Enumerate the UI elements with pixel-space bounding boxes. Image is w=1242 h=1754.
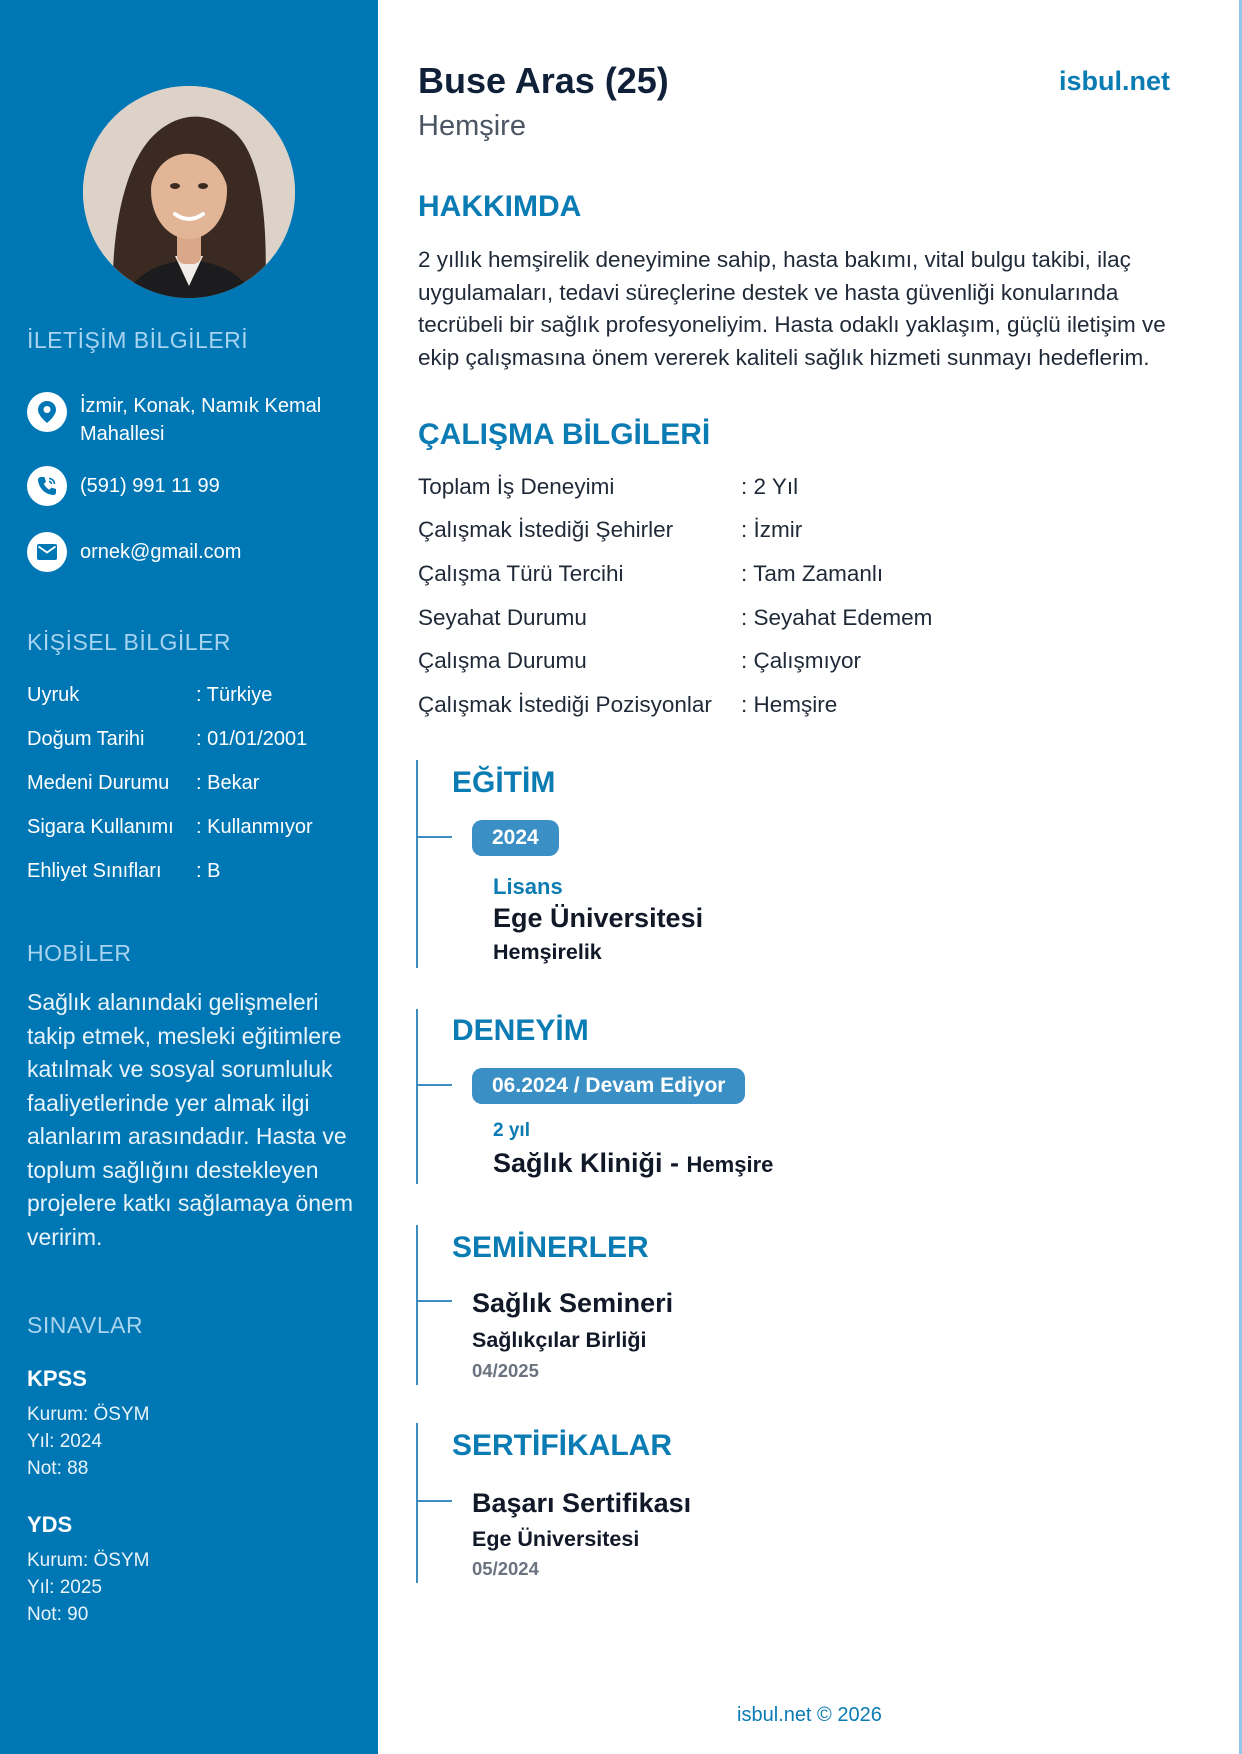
timeline-tick <box>416 1500 452 1502</box>
hobbies-text: Sağlık alanındaki gelişmeleri takip etmek, mesleki eğitimlere katılmak ve sosyal sorumluluk faaliyetlerinde yer almak ilgi alanlarım arasındadır. Hasta ve toplum sağlığını destekleyen projelere katkı sağlamaya önem veririm. <box>27 989 353 1250</box>
work-row <box>418 517 802 543</box>
timeline-tick <box>416 1300 452 1302</box>
contact-phone <box>27 466 357 506</box>
personal-row <box>27 816 313 839</box>
certificates-timeline <box>416 1423 418 1583</box>
timeline-tick <box>416 1084 452 1086</box>
certificate-org: Ege Üniversitesi <box>472 1527 640 1551</box>
seminars-heading: SEMİNERLER <box>452 1231 649 1264</box>
personal-row <box>27 772 259 795</box>
personal-value: : Bekar <box>196 772 260 794</box>
experience-period-badge: 06.2024 / Devam Ediyor <box>472 1068 745 1104</box>
work-row <box>418 561 883 587</box>
personal-value: : Türkiye <box>196 684 273 706</box>
exams-heading: SINAVLAR <box>27 1312 144 1338</box>
location-pin-icon <box>27 392 67 432</box>
profile-photo <box>83 86 295 298</box>
exam-year: Yıl: 2024 <box>27 1431 102 1452</box>
contact-email <box>27 532 357 572</box>
personal-heading: KİŞİSEL BİLGİLER <box>27 629 232 655</box>
work-row <box>418 605 932 631</box>
personal-value: : B <box>196 860 221 882</box>
seminar-title: Sağlık Semineri <box>472 1288 674 1318</box>
site-link[interactable]: isbul.net <box>1059 66 1171 96</box>
phone-icon <box>27 466 67 506</box>
work-label: Çalışma Durumu <box>418 648 587 673</box>
seminar-date: 04/2025 <box>472 1360 539 1381</box>
work-value: : Çalışmıyor <box>741 648 862 673</box>
exam-year: Yıl: 2025 <box>27 1577 102 1598</box>
personal-label: Doğum Tarihi <box>27 728 145 750</box>
education-heading: EĞİTİM <box>452 766 556 799</box>
education-year-badge: 2024 <box>472 820 559 856</box>
personal-label: Sigara Kullanımı <box>27 816 174 838</box>
personal-label: Uyruk <box>27 684 80 706</box>
about-heading: HAKKIMDA <box>418 190 582 223</box>
personal-value: : Kullanmıyor <box>196 816 313 838</box>
work-row <box>418 692 837 718</box>
experience-timeline <box>416 1009 418 1184</box>
exam-title: YDS <box>27 1512 73 1537</box>
work-heading: ÇALIŞMA BİLGİLERİ <box>418 418 711 451</box>
work-value: : 2 Yıl <box>741 474 799 499</box>
work-label: Toplam İş Deneyimi <box>418 474 615 499</box>
exam-kurum: Kurum: ÖSYM <box>27 1550 150 1571</box>
work-value: : Seyahat Edemem <box>741 605 933 630</box>
education-school: Ege Üniversitesi <box>493 903 704 933</box>
personal-label: Ehliyet Sınıfları <box>27 860 162 882</box>
certificate-date: 05/2024 <box>472 1558 539 1579</box>
certificate-title: Başarı Sertifikası <box>472 1488 692 1518</box>
about-text: 2 yıllık hemşirelik deneyimine sahip, hasta bakımı, vital bulgu takibi, ilaç uygulamaları, tedavi süreçlerine destek ve hasta güvenliği konularında tecrübeli bir sağlık profesyoneliyim. Hasta odaklı yaklaşım, güçlü iletişim ve ekip çalışmasına önem vererek kaliteli sağlık hizmeti sunmayı hedeflerim. <box>418 247 1166 370</box>
work-row <box>418 474 798 500</box>
exam-title: KPSS <box>27 1366 87 1391</box>
experience-company: Sağlık Kliniği <box>493 1148 663 1178</box>
contact-phone-text[interactable]: (591) 991 11 99 <box>80 475 220 497</box>
work-label: Çalışma Türü Tercihi <box>418 561 624 586</box>
exam-score: Not: 88 <box>27 1458 89 1479</box>
candidate-name: Buse Aras (25) <box>418 60 669 101</box>
education-department: Hemşirelik <box>493 940 602 964</box>
work-label: Çalışmak İstediği Şehirler <box>418 517 674 542</box>
work-value: : Tam Zamanlı <box>741 561 884 586</box>
personal-row <box>27 684 272 707</box>
work-value: : İzmir <box>741 517 803 542</box>
experience-duration: 2 yıl <box>493 1120 530 1141</box>
contact-address <box>27 392 357 448</box>
experience-position: Hemşire <box>686 1152 774 1177</box>
sidebar <box>0 0 378 1754</box>
experience-heading: DENEYİM <box>452 1014 589 1047</box>
exam-kurum: Kurum: ÖSYM <box>27 1404 150 1425</box>
personal-row <box>27 728 307 751</box>
work-row <box>418 648 861 674</box>
personal-value: : 01/01/2001 <box>196 728 308 750</box>
candidate-title: Hemşire <box>418 110 526 142</box>
experience-separator: - <box>662 1148 687 1178</box>
experience-line <box>493 1148 773 1179</box>
seminar-org: Sağlıkçılar Birliği <box>472 1328 647 1352</box>
contact-heading: İLETİŞİM BİLGİLERİ <box>27 327 249 353</box>
hobbies-heading: HOBİLER <box>27 940 132 966</box>
contact-address-text: İzmir, Konak, Namık Kemal Mahallesi <box>80 395 322 445</box>
personal-row <box>27 860 220 883</box>
education-timeline <box>416 760 418 968</box>
exam-score: Not: 90 <box>27 1604 89 1625</box>
timeline-tick <box>416 836 452 838</box>
email-icon <box>27 532 67 572</box>
work-value: : Hemşire <box>741 692 838 717</box>
work-label: Seyahat Durumu <box>418 605 587 630</box>
certificates-heading: SERTİFİKALAR <box>452 1429 672 1462</box>
personal-label: Medeni Durumu <box>27 772 170 794</box>
seminars-timeline <box>416 1225 418 1385</box>
education-degree: Lisans <box>493 874 563 899</box>
work-label: Çalışmak İstediği Pozisyonlar <box>418 692 712 717</box>
footer-text: isbul.net © 2026 <box>737 1704 882 1726</box>
contact-email-text[interactable]: ornek@gmail.com <box>80 541 242 563</box>
